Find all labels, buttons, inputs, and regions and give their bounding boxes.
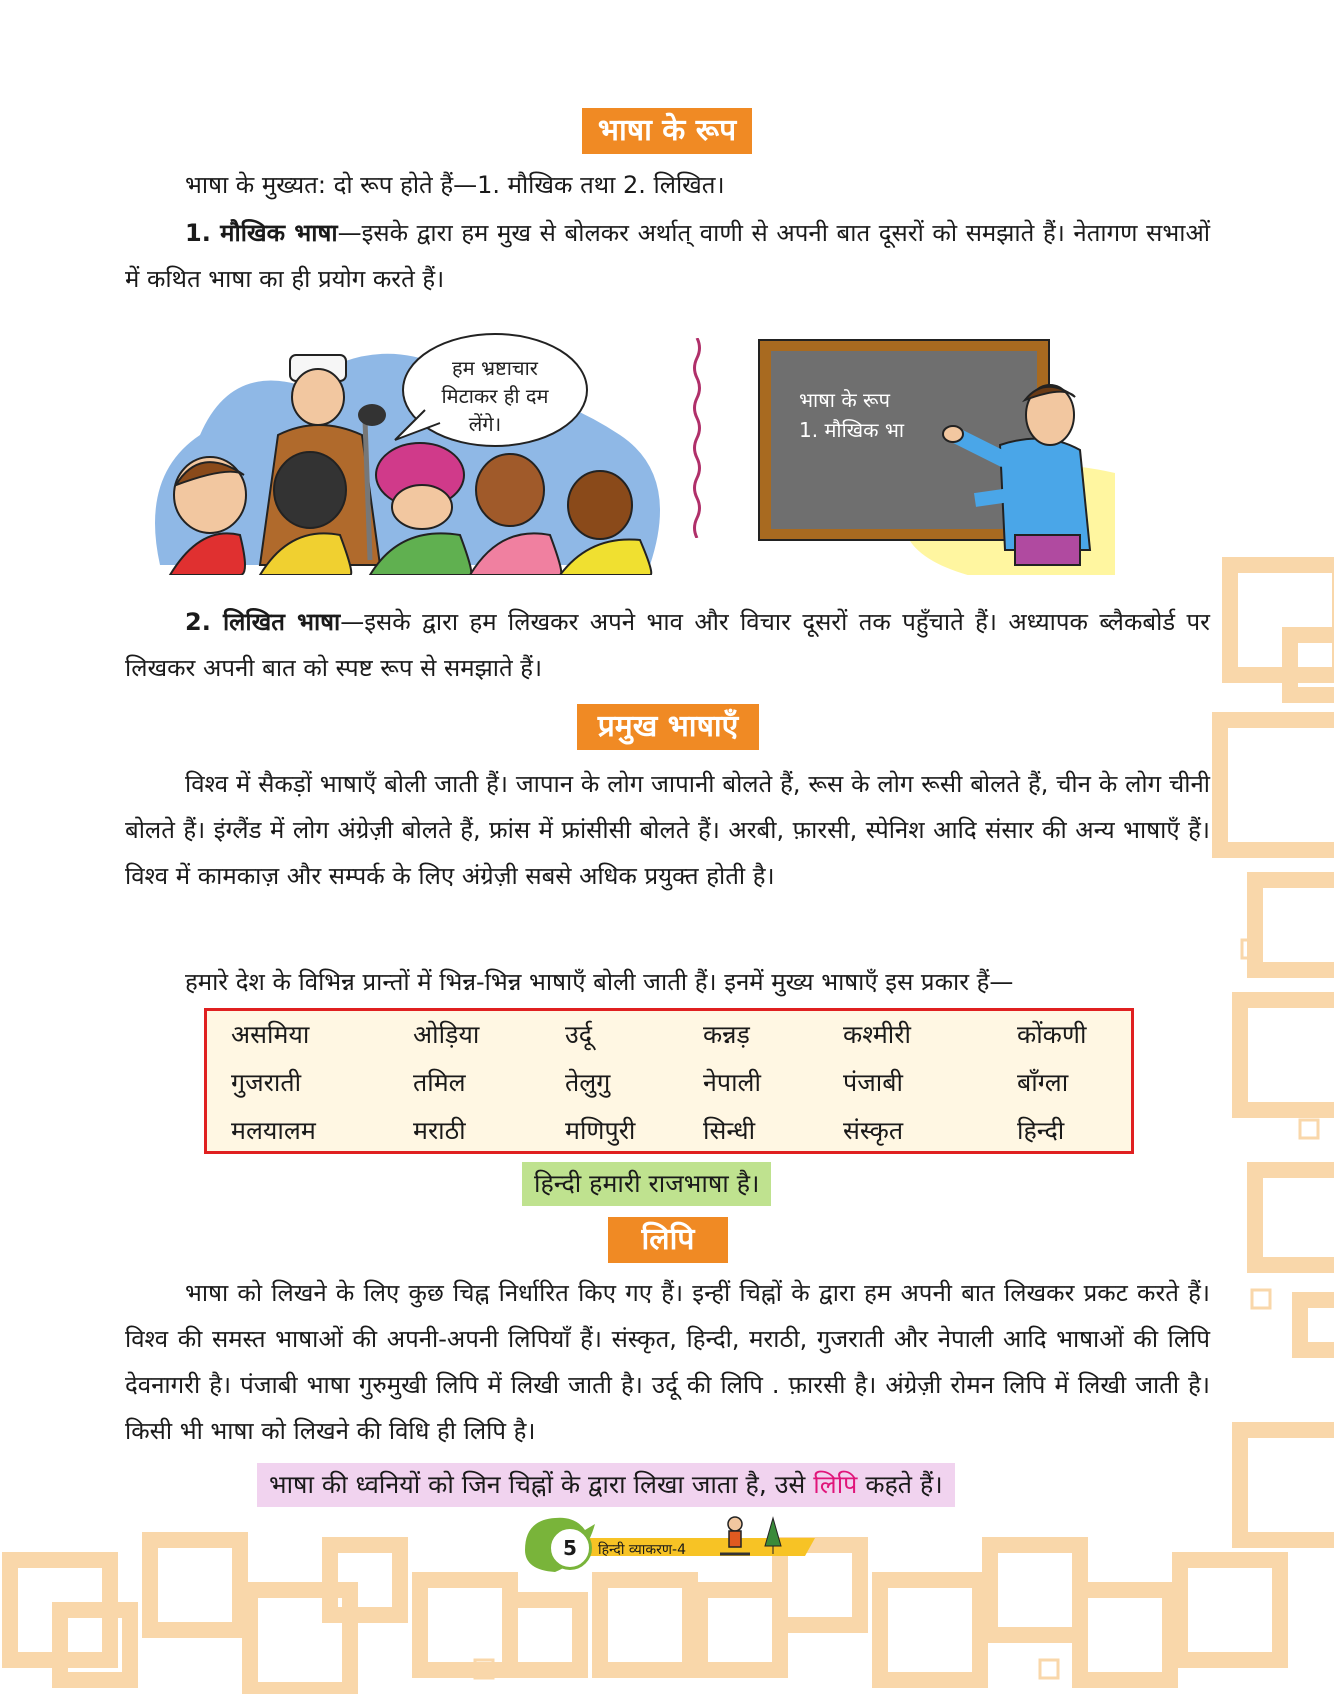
heading-bhasha-ke-roop: भाषा के रूप: [582, 108, 752, 154]
term-oral-language: 1. मौखिक भाषा: [185, 219, 338, 247]
language-item: ओड़िया: [413, 1020, 480, 1049]
speech-bubble-line-3: लेंगे।: [468, 412, 502, 436]
note-official-language: हिन्दी हमारी राजभाषा है।: [522, 1162, 771, 1206]
language-item: मराठी: [413, 1116, 466, 1145]
heading-lipi: लिपि: [608, 1217, 728, 1263]
illustration-divider: [690, 338, 704, 538]
language-item: कश्मीरी: [843, 1020, 911, 1049]
note-script-definition: भाषा की ध्वनियों को जिन चिह्नों के द्वारा लिखा जाता है, उसे लिपि कहते हैं।: [257, 1463, 955, 1507]
paragraph-world-languages: विश्व में सैकड़ों भाषाएँ बोली जाती हैं। जापान के लोग जापानी बोलते हैं, रूस के लोग रूसी बोलते हैं, चीन के लोग चीनी बोलते हैं। इंग्लैंड में लोग अंग्रेज़ी बोलते हैं, फ्रांस में फ्रांसीसी बोलते हैं। अरबी, फ़ारसी, स्पेनिश आदि संसार की अन्य भाषाएँ हैं। विश्व में कामकाज़ और सम्पर्क के लिए अंग्रेज़ी सबसे अधिक प्रयुक्त होती है।: [125, 770, 1210, 890]
language-item: तेलुगु: [565, 1068, 611, 1097]
heading-pramukh-bhashayen: प्रमुख भाषाएँ: [577, 704, 759, 750]
blackboard-line-1: भाषा के रूप: [799, 388, 890, 412]
term-lipi: लिपि: [813, 1470, 858, 1499]
language-item: मणिपुरी: [565, 1116, 636, 1145]
language-item: हिन्दी: [1017, 1116, 1065, 1145]
language-item: असमिया: [231, 1020, 310, 1049]
illustration-leader-speech: [140, 325, 700, 575]
speech-bubble-line-1: हम भ्रष्टाचार: [452, 356, 538, 380]
paragraph-oral-language: 1. मौखिक भाषा—इसके द्वारा हम मुख से बोलकर अर्थात् वाणी से अपनी बात दूसरों को समझाते हैं। नेतागण सभाओं में कथित भाषा का ही प्रयोग करते हैं।: [125, 219, 1210, 293]
illustration-blackboard-teacher: [745, 335, 1115, 575]
paragraph-country-languages: हमारे देश के विभिन्न प्रान्तों में भिन्न-भिन्न भाषाएँ बोली जाती हैं। इनमें मुख्य भाषाएँ इस प्रकार हैं—: [185, 968, 1014, 996]
paragraph-script: भाषा को लिखने के लिए कुछ चिह्न निर्धारित किए गए हैं। इन्हीं चिह्नों के द्वारा हम अपनी बात लिखकर प्रकट करते हैं। विश्व की समस्त भाषाओं की अपनी-अपनी लिपियाँ हैं। संस्कृत, हिन्दी, मराठी, गुजराती और नेपाली आदि भाषाओं की लिपि देवनागरी है। पंजाबी भाषा गुरुमुखी लिपि में लिखी जाती है। उर्दू की लिपि . फ़ारसी है। अंग्रेज़ी रोमन लिपि में लिखी जाती है। किसी भी भाषा को लिखने की विधि ही लिपि है।: [125, 1279, 1210, 1445]
term-written-language: 2. लिखित भाषा: [185, 608, 341, 636]
language-item: गुजराती: [231, 1068, 302, 1097]
book-title: हिन्दी व्याकरण-4: [598, 1542, 686, 1558]
language-item: बाँग्ला: [1017, 1068, 1069, 1097]
language-item: उर्दू: [565, 1020, 592, 1049]
language-item: कोंकणी: [1017, 1020, 1087, 1049]
blackboard-line-2: 1. मौखिक भा: [799, 418, 905, 442]
paragraph-written-language: 2. लिखित भाषा—इसके द्वारा हम लिखकर अपने भाव और विचार दूसरों तक पहुँचाते हैं। अध्यापक ब्लैकबोर्ड पर लिखकर अपनी बात को स्पष्ट रूप से समझाते हैं।: [125, 608, 1210, 682]
language-item: नेपाली: [703, 1068, 761, 1097]
paragraph-intro: भाषा के मुख्यत: दो रूप होते हैं—1. मौखिक तथा 2. लिखित।: [185, 171, 725, 199]
page-number: 5: [548, 1526, 592, 1570]
speech-bubble-line-2: मिटाकर ही दम: [441, 384, 549, 408]
language-item: पंजाबी: [843, 1068, 903, 1097]
language-item: संस्कृत: [843, 1116, 904, 1145]
language-item: सिन्धी: [703, 1116, 756, 1145]
languages-table: [204, 1008, 1134, 1154]
language-item: कन्नड़: [703, 1020, 750, 1049]
language-item: तमिल: [413, 1068, 466, 1097]
language-item: मलयालम: [231, 1116, 316, 1145]
